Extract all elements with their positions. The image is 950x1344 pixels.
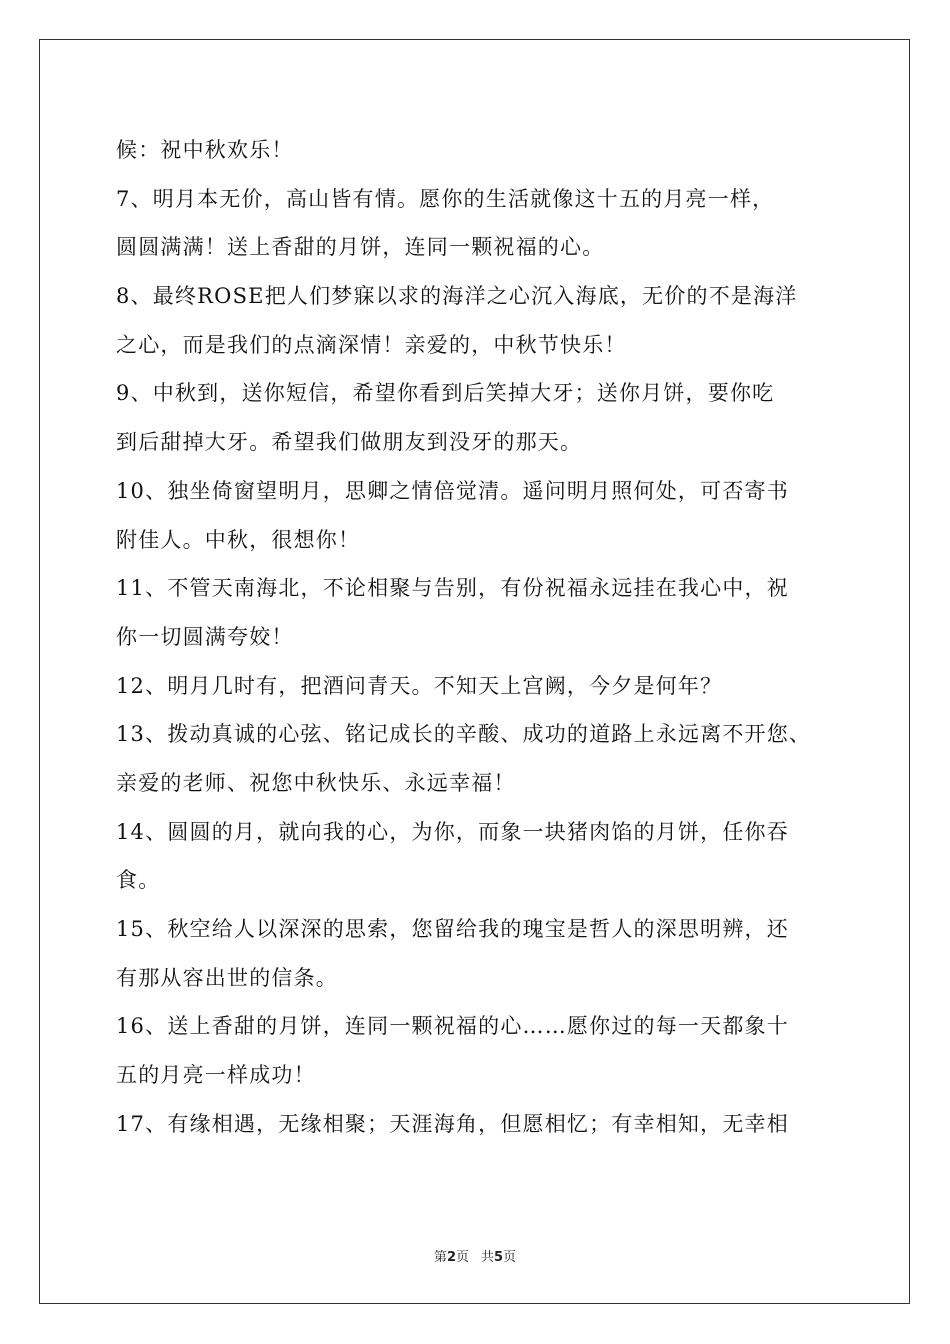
text-line: 9、中秋到，送你短信，希望你看到后笑掉大牙；送你月饼，要你吃 (116, 381, 775, 406)
text-line: 圆圆满满！送上香甜的月饼，连同一颗祝福的心。 (116, 235, 605, 260)
text-line: 附佳人。中秋，很想你！ (116, 527, 361, 552)
text-line: 五的月亮一样成功！ (116, 1063, 316, 1088)
page-prefix: 第 (433, 1250, 447, 1265)
text-line: 之心，而是我们的点滴深情！亲爱的，中秋节快乐！ (116, 332, 627, 357)
document-body (116, 126, 856, 1148)
total-prefix: 共 (481, 1250, 495, 1265)
page-footer (0, 1246, 950, 1265)
total-suffix: 页 (503, 1250, 517, 1265)
text-line: 14、圆圆的月，就向我的心，为你，而象一块猪肉馅的月饼，任你吞 (116, 819, 789, 844)
text-line: 7、明月本无价，高山皆有情。愿你的生活就像这十五的月亮一样， (116, 186, 775, 211)
text-line: 亲爱的老师、祝您中秋快乐、永远幸福！ (116, 770, 516, 795)
text-line: 候：祝中秋欢乐！ (116, 138, 294, 162)
text-line: 有那从容出世的信条。 (116, 965, 338, 990)
text-line: 8、最终ROSE把人们梦寐以求的海洋之心沉入海底，无价的不是海洋 (116, 284, 798, 309)
text-line: 12、明月几时有，把酒问青天。不知天上宫阙，今夕是何年？ (116, 673, 723, 698)
text-line: 15、秋空给人以深深的思索，您留给我的瑰宝是哲人的深思明辨，还 (116, 917, 789, 941)
text-line: 你一切圆满夸姣！ (116, 624, 294, 649)
text-line: 17、有缘相遇，无缘相聚；天涯海角，但愿相忆；有幸相知，无幸相 (116, 1111, 789, 1136)
page-suffix: 页 (455, 1250, 469, 1265)
text-line: 10、独坐倚窗望明月，思卿之情倍觉清。遥问明月照何处，可否寄书 (116, 478, 789, 503)
text-line: 11、不管天南海北，不论相聚与告别，有份祝福永远挂在我心中，祝 (116, 576, 789, 601)
page-number: 2 (446, 1250, 456, 1265)
text-line: 16、送上香甜的月饼，连同一颗祝福的心……愿你过的每一天都象十 (116, 1014, 789, 1039)
text-line: 食。 (116, 868, 161, 893)
text-line: 13、拨动真诚的心弦、铭记成长的辛酸、成功的道路上永远离不开您、 (116, 722, 812, 747)
text-line: 到后甜掉大牙。希望我们做朋友到没牙的那天。 (116, 430, 583, 455)
total-pages: 5 (494, 1250, 504, 1265)
